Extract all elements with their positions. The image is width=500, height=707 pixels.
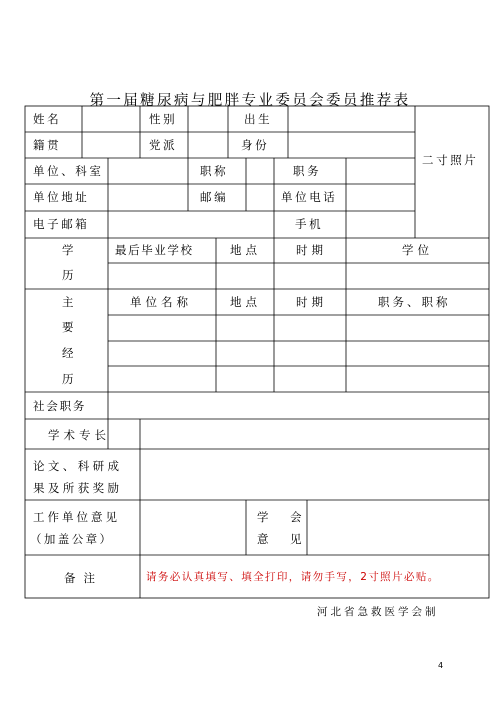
label-postcode: 邮编 bbox=[200, 190, 229, 204]
page-number: 4 bbox=[438, 661, 444, 670]
field-edu-school[interactable] bbox=[109, 264, 215, 288]
field-society-opinion[interactable] bbox=[308, 501, 488, 554]
field-email[interactable] bbox=[109, 212, 273, 237]
field-papers[interactable] bbox=[141, 450, 488, 499]
label-papers-line-2: 果及所获奖励 bbox=[33, 481, 123, 495]
label-education-2: 历 bbox=[62, 268, 77, 282]
header-unit-name: 单位名称 bbox=[130, 295, 192, 309]
field-social-duty[interactable] bbox=[109, 393, 488, 418]
label-email: 电子邮箱 bbox=[33, 217, 90, 231]
header-exp-place: 地点 bbox=[230, 295, 261, 309]
header-last-school: 最后毕业学校 bbox=[115, 243, 194, 257]
label-position: 职务 bbox=[293, 164, 322, 178]
field-edu-period[interactable] bbox=[275, 264, 345, 288]
field-work-opinion[interactable] bbox=[141, 501, 245, 554]
field-native[interactable] bbox=[83, 133, 139, 157]
header-exp-period: 时期 bbox=[296, 295, 327, 309]
label-experience-1: 主 bbox=[62, 295, 77, 309]
field-title-rank[interactable] bbox=[247, 159, 273, 183]
field-name[interactable] bbox=[83, 107, 139, 131]
label-social-duty: 社会职务 bbox=[33, 399, 87, 413]
label-work-opinion-2: （加盖公章） bbox=[30, 532, 114, 546]
label-birth: 出生 bbox=[244, 112, 273, 126]
label-experience-4: 历 bbox=[62, 372, 77, 386]
field-unit-phone[interactable] bbox=[347, 185, 414, 210]
field-exp-row-3[interactable] bbox=[109, 367, 488, 391]
field-identity[interactable] bbox=[289, 133, 414, 157]
field-edu-degree[interactable] bbox=[347, 264, 488, 288]
remark-text: 请务必认真填写、填全打印，请勿手写，2寸照片必贴。 bbox=[146, 571, 440, 583]
header-degree: 学位 bbox=[402, 243, 433, 257]
label-photo: 二寸照片 bbox=[422, 153, 479, 167]
label-society-opinion-3: 意 bbox=[257, 532, 272, 546]
label-society-opinion-1: 学 bbox=[257, 510, 272, 524]
label-society-opinion-2: 会 bbox=[290, 510, 305, 524]
field-edu-place[interactable] bbox=[217, 264, 273, 288]
label-name: 姓名 bbox=[33, 112, 62, 126]
label-specialty: 学术专长 bbox=[48, 428, 110, 442]
field-unit-addr[interactable] bbox=[109, 185, 187, 210]
header-duty-title: 职务、职称 bbox=[378, 295, 451, 309]
field-birth[interactable] bbox=[289, 107, 414, 131]
label-education-1: 学 bbox=[62, 243, 77, 257]
label-work-opinion-1: 工作单位意见 bbox=[33, 510, 120, 524]
field-gender[interactable] bbox=[189, 107, 227, 131]
label-mobile: 手机 bbox=[295, 217, 324, 231]
field-mobile[interactable] bbox=[347, 212, 488, 237]
field-position[interactable] bbox=[347, 159, 414, 183]
header-edu-place: 地点 bbox=[230, 243, 261, 257]
label-gender: 性别 bbox=[149, 112, 178, 126]
label-experience-2: 要 bbox=[62, 320, 77, 334]
label-remarks: 备注 bbox=[64, 571, 103, 585]
label-papers-line-1: 论文、科研成 bbox=[33, 459, 123, 473]
header-edu-period: 时期 bbox=[296, 243, 327, 257]
label-experience-3: 经 bbox=[62, 346, 77, 360]
field-postcode[interactable] bbox=[247, 185, 273, 210]
field-party[interactable] bbox=[189, 133, 227, 157]
page-title: 第一届糖尿病与肥胖专业委员会委员推荐表 bbox=[89, 93, 411, 109]
label-society-opinion-4: 见 bbox=[290, 532, 305, 546]
field-specialty[interactable] bbox=[141, 420, 488, 448]
label-title-rank: 职称 bbox=[200, 164, 229, 178]
label-unit-addr: 单位地址 bbox=[33, 190, 90, 204]
field-unit-dept[interactable] bbox=[109, 159, 187, 183]
label-identity: 身份 bbox=[241, 138, 270, 152]
issuer-footer: 河北省急救医学会制 bbox=[317, 606, 439, 618]
label-unit-phone: 单位电话 bbox=[281, 190, 338, 204]
field-exp-row-1[interactable] bbox=[109, 316, 488, 340]
label-unit-dept: 单位、科室 bbox=[33, 164, 104, 178]
field-exp-row-2[interactable] bbox=[109, 342, 488, 365]
label-party: 党派 bbox=[149, 138, 178, 152]
label-native: 籍贯 bbox=[33, 138, 62, 152]
